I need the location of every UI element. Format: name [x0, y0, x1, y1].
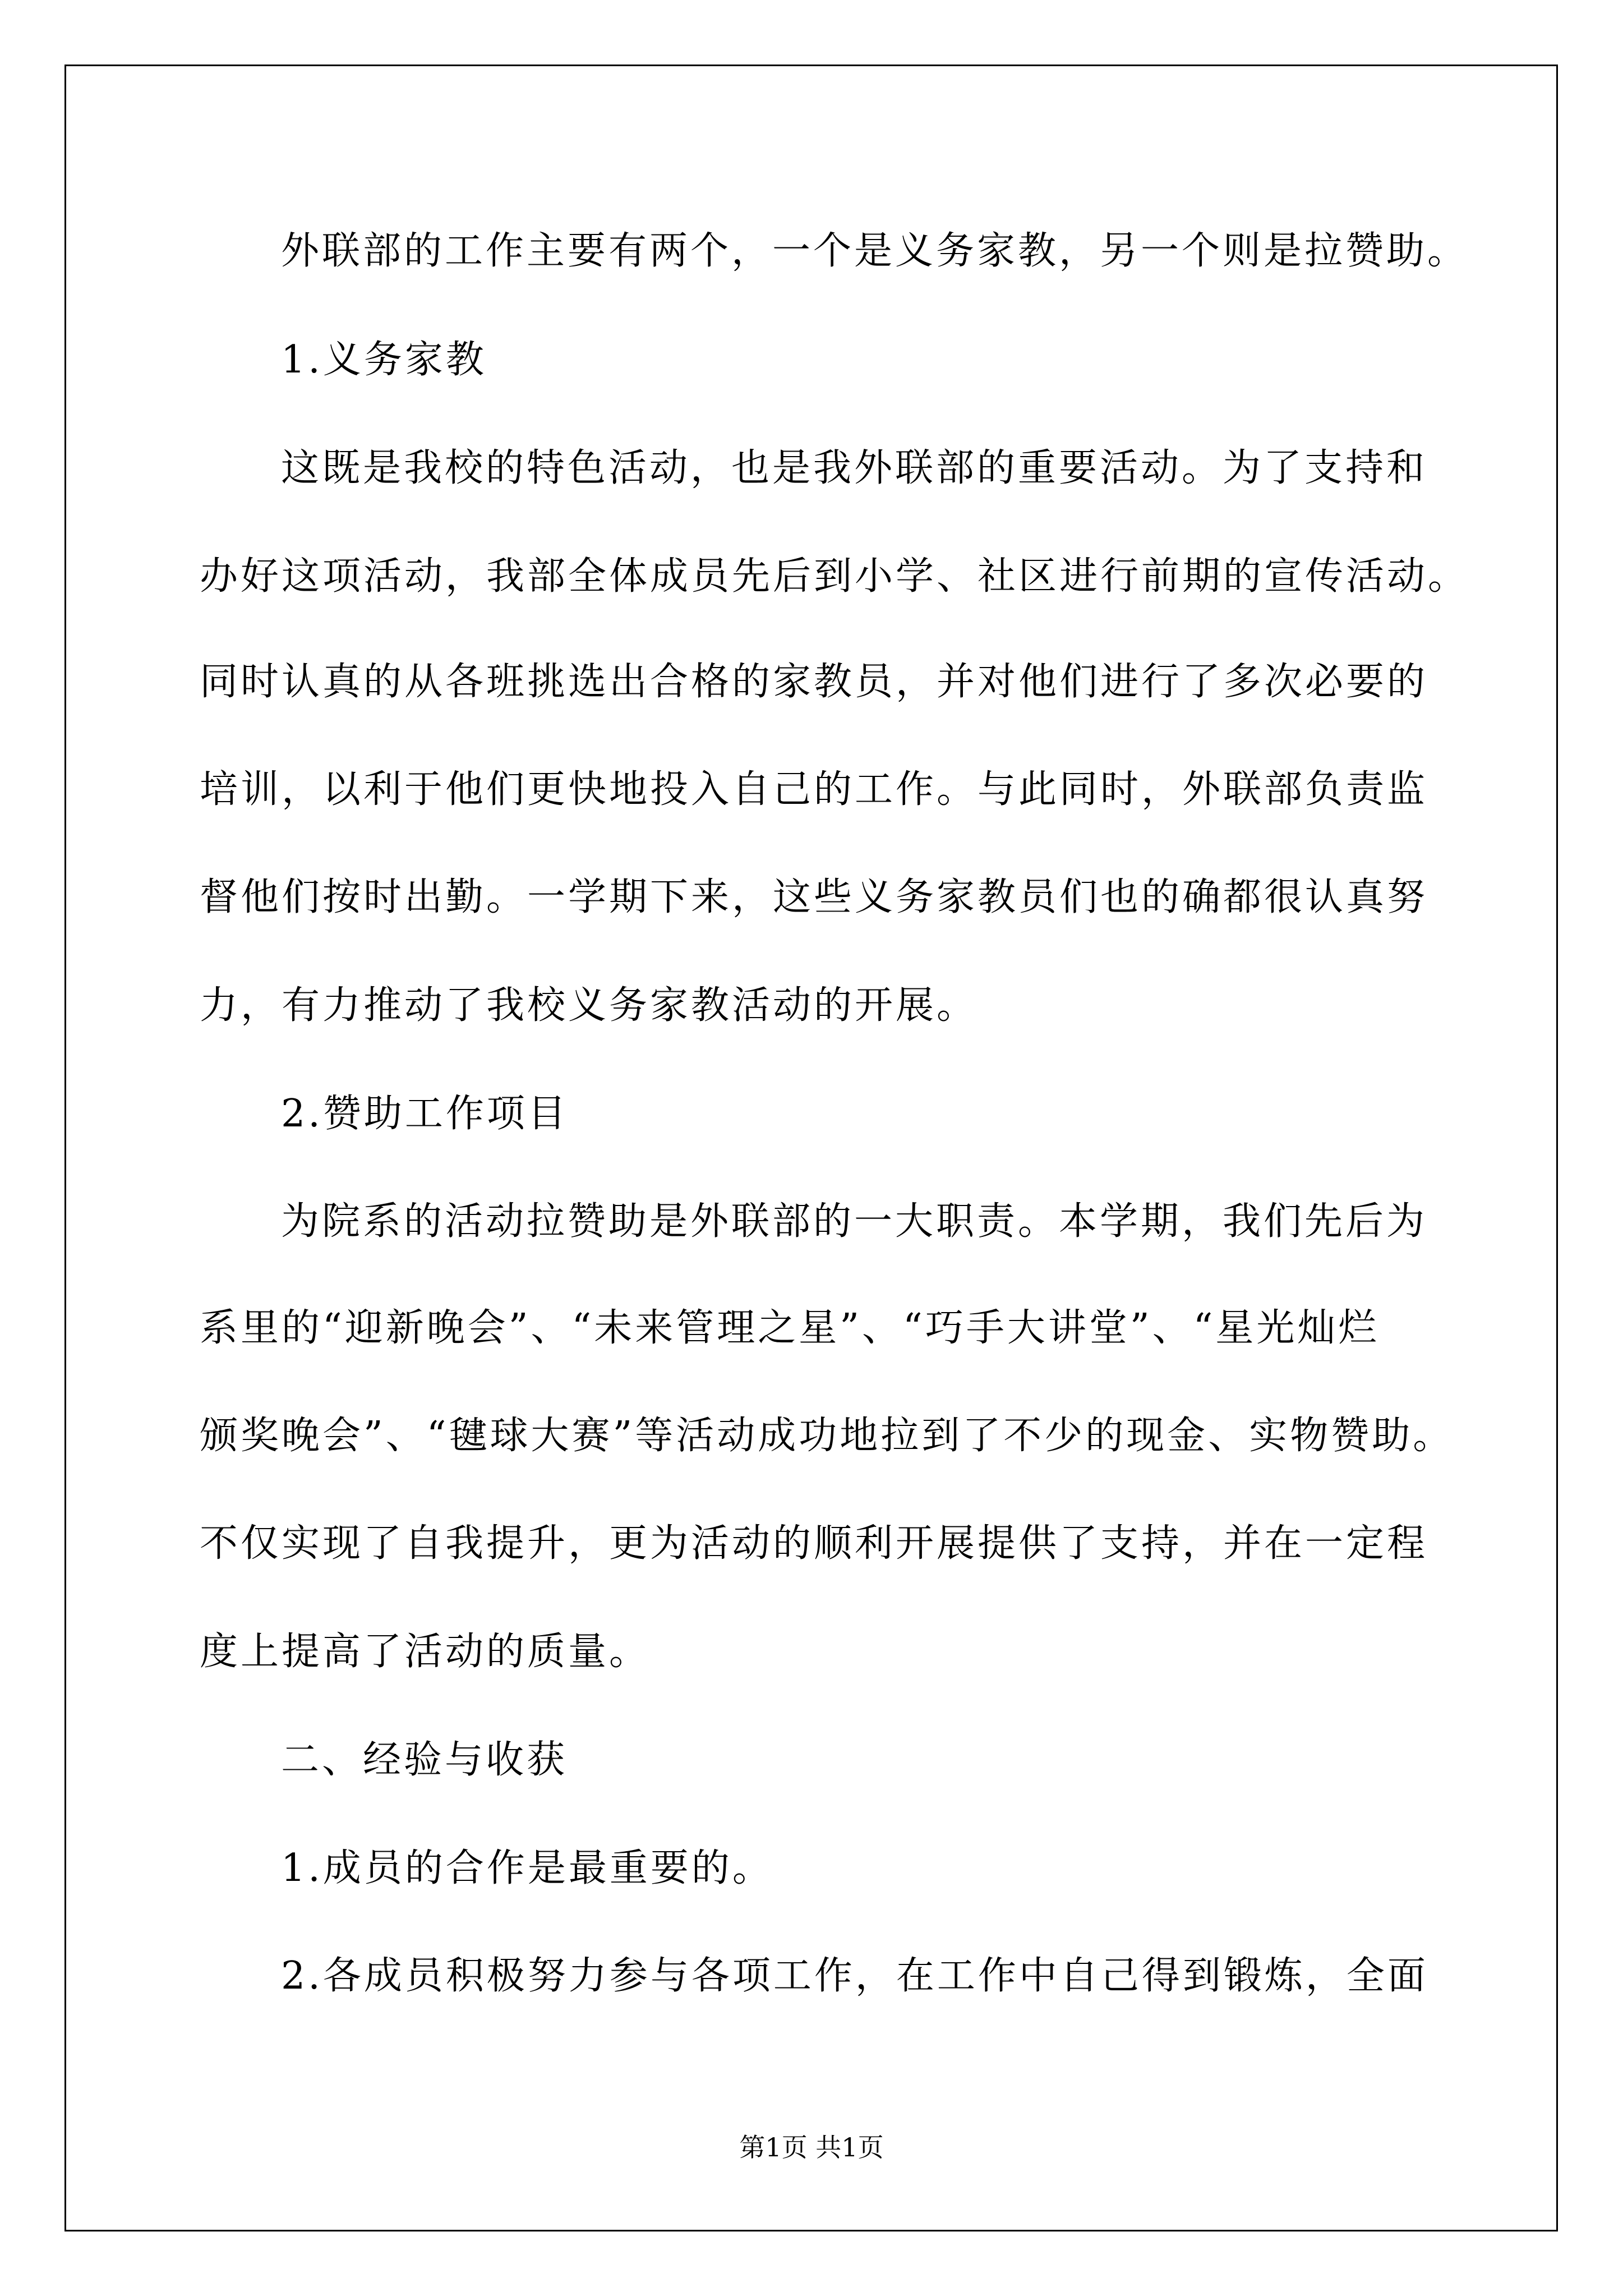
- page-footer: 第1页 共1页: [739, 2132, 884, 2162]
- page-border: [64, 65, 1558, 2231]
- section-heading: 2.赞助工作项目: [281, 1092, 569, 1136]
- paragraph-line: 这既是我校的特色活动，也是我外联部的重要活动。为了支持和: [281, 446, 1428, 490]
- paragraph-line: 同时认真的从各班挑选出合格的家教员，并对他们进行了多次必要的: [200, 660, 1428, 704]
- section-heading: 1.义务家教: [281, 338, 487, 382]
- paragraph-line: 为院系的活动拉赞助是外联部的一大职责。本学期，我们先后为: [281, 1199, 1428, 1244]
- paragraph-line: 督他们按时出勤。一学期下来，这些义务家教员们也的确都很认真努: [200, 875, 1428, 919]
- paragraph-line: 不仅实现了自我提升，更为活动的顺利开展提供了支持，并在一定程: [200, 1521, 1428, 1566]
- list-item: 2.各成员积极努力参与各项工作，在工作中自己得到锻炼，全面: [281, 1954, 1428, 1998]
- paragraph-line: 颁奖晚会”、“毽球大赛”等活动成功地拉到了不少的现金、实物赞助。: [200, 1414, 1454, 1458]
- section-heading: 二、经验与收获: [281, 1738, 568, 1782]
- paragraph-line: 外联部的工作主要有两个，一个是义务家教，另一个则是拉赞助。: [281, 229, 1469, 273]
- paragraph-line: 办好这项活动，我部全体成员先后到小学、社区进行前期的宣传活动。: [200, 554, 1469, 599]
- paragraph-line: 度上提高了活动的质量。: [200, 1630, 651, 1674]
- paragraph-line: 力，有力推动了我校义务家教活动的开展。: [200, 983, 978, 1028]
- paragraph-line: 系里的“迎新晚会”、“未来管理之星”、“巧手大讲堂”、“星光灿烂: [200, 1306, 1380, 1350]
- list-item: 1.成员的合作是最重要的。: [281, 1846, 773, 1890]
- paragraph-line: 培训，以利于他们更快地投入自己的工作。与此同时，外联部负责监: [200, 767, 1428, 812]
